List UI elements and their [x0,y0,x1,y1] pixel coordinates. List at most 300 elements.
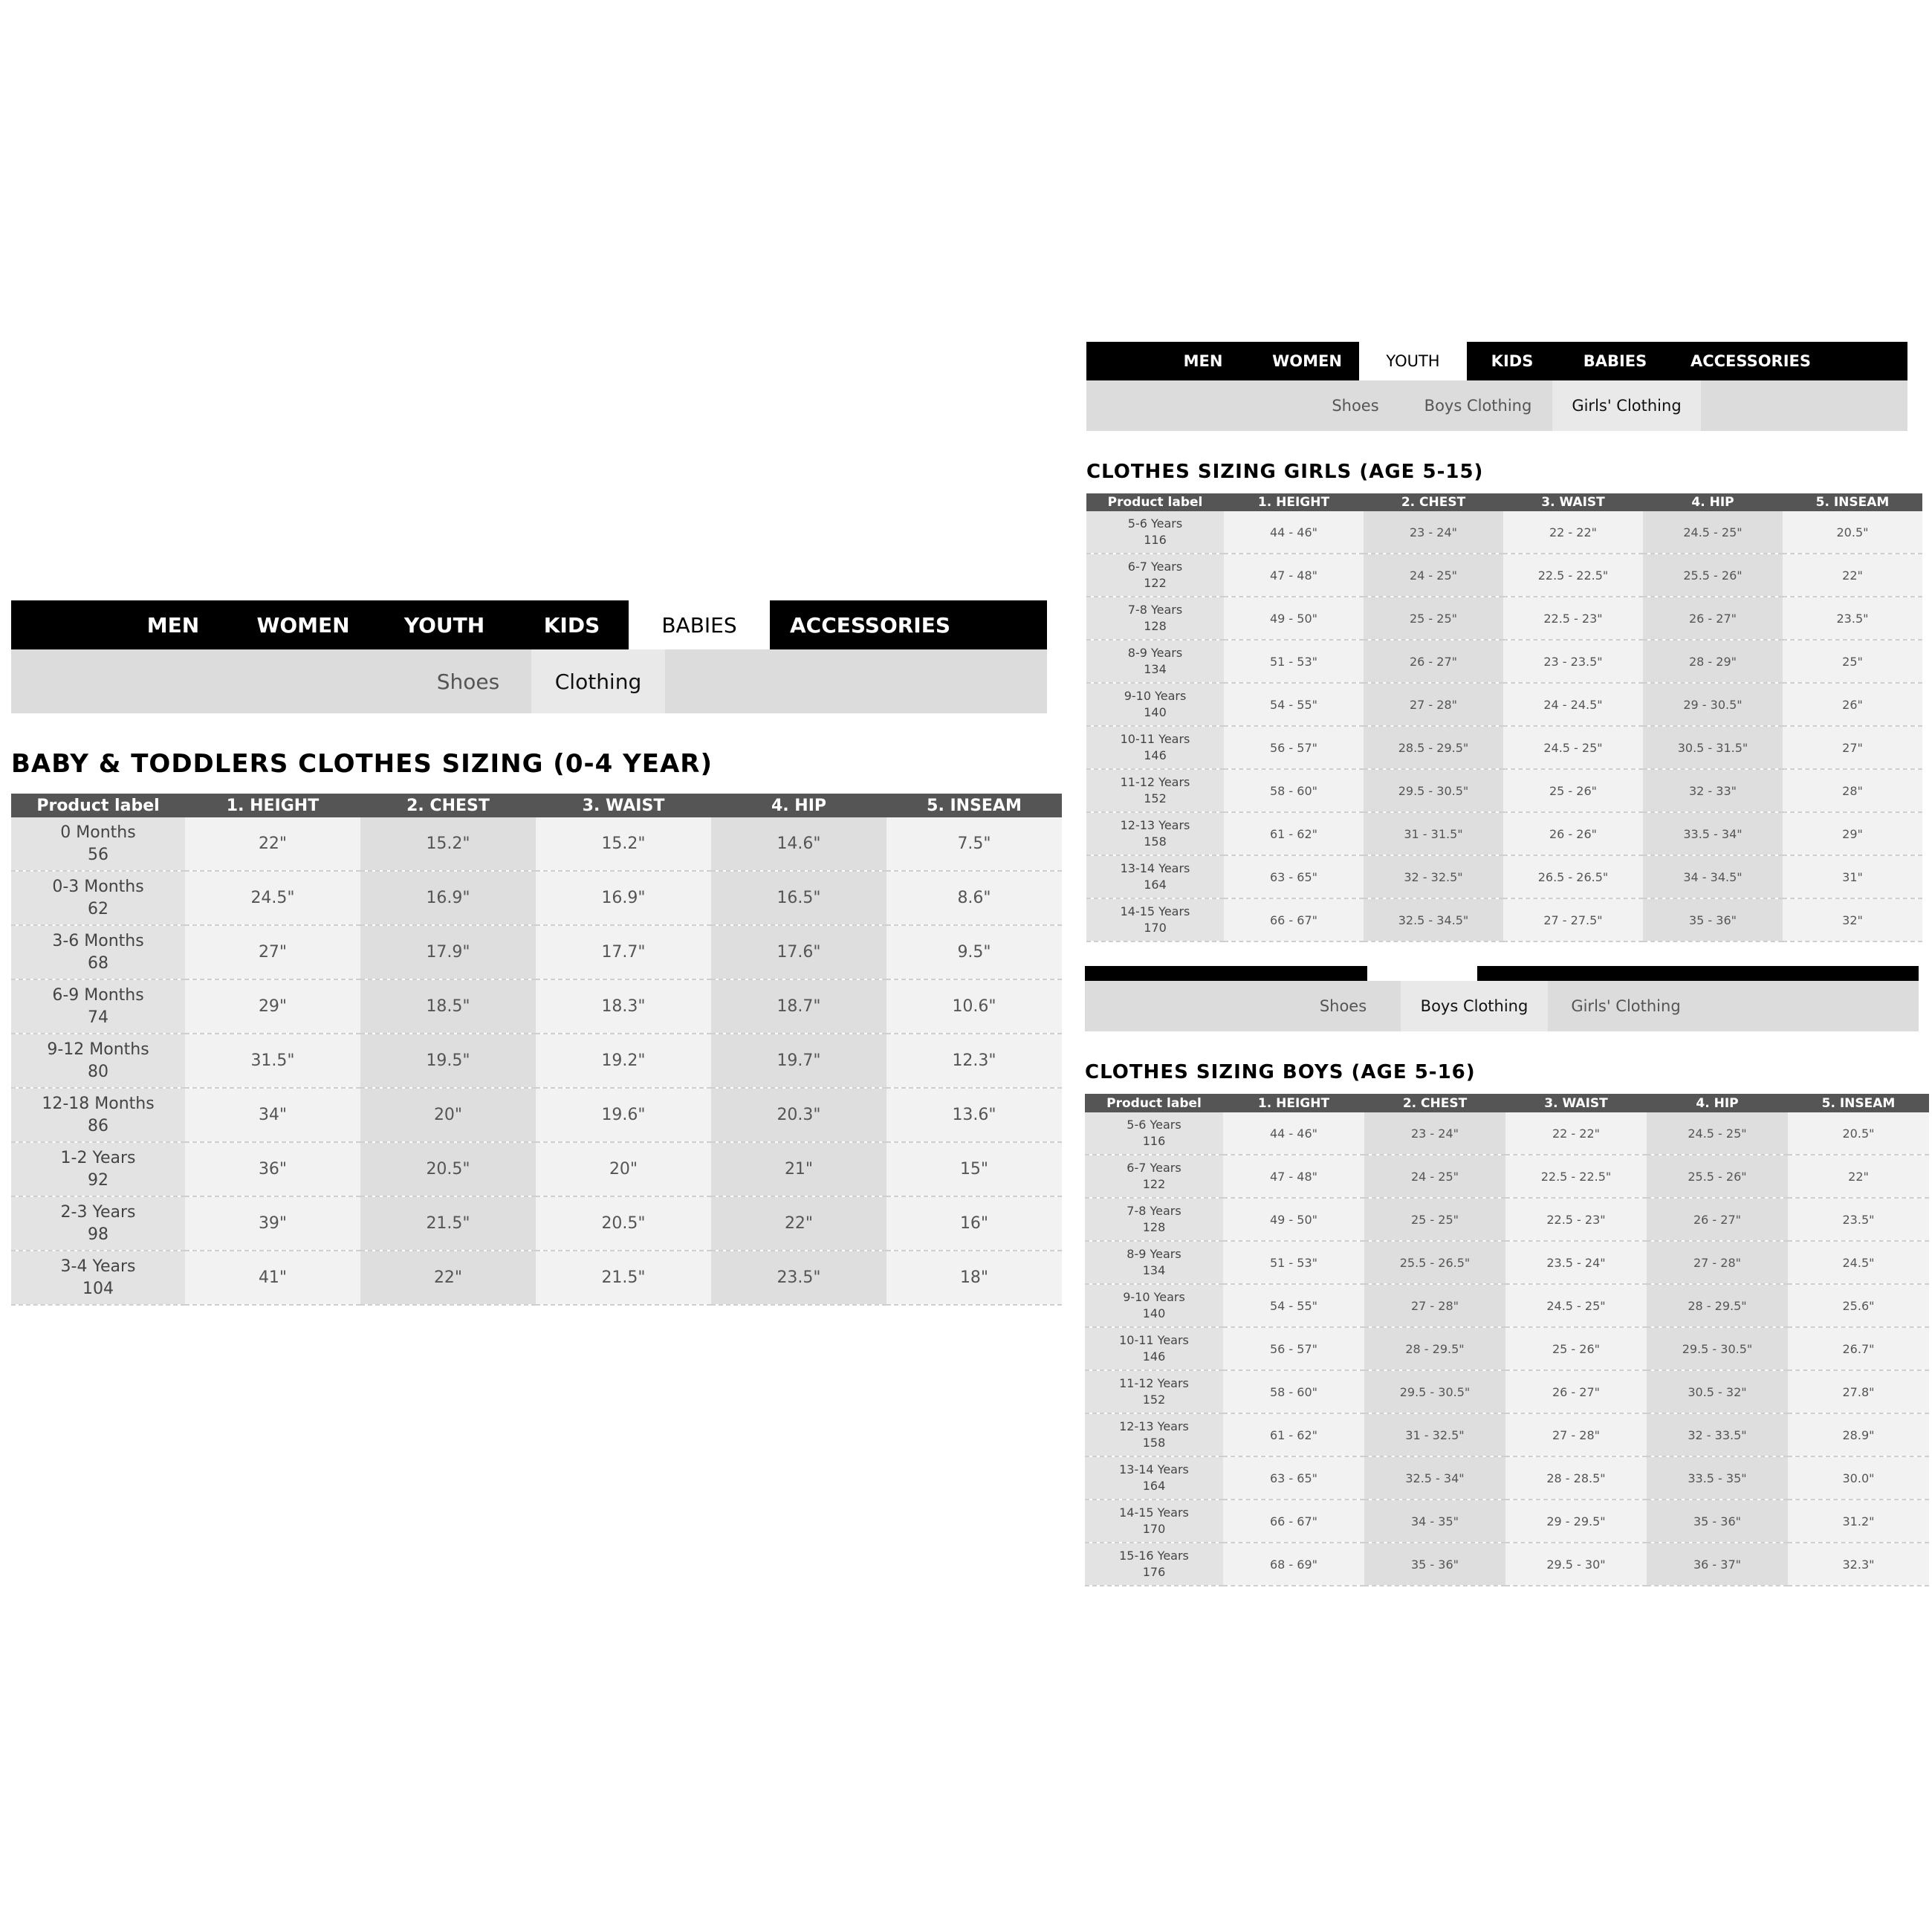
row-label-cell [1085,1327,1223,1370]
column-header-waist: 3. WAIST [1505,1094,1647,1112]
age-label: 7-8 Years [1127,1204,1181,1219]
row-label-cell [11,1251,185,1305]
table-row [1086,726,1922,769]
table-row [1086,511,1922,554]
measurement-cell: 35 - 36" [1364,1543,1505,1586]
size-label: 122 [1144,576,1167,590]
table-row [1086,855,1922,898]
measurement-cell: 24 - 25" [1364,554,1503,597]
nav-tab-women[interactable]: WOMEN [1272,352,1342,370]
row-label-cell [1085,1370,1223,1413]
measurement-cell: 26 - 27" [1643,597,1783,640]
measurement-cell: 17.7" [536,925,711,979]
measurement-cell: 22" [185,817,360,871]
size-table [11,794,1062,1306]
measurement-cell: 26" [1783,683,1922,726]
table-row [11,1088,1062,1142]
table-row [1086,554,1922,597]
table-row [1086,898,1922,941]
column-header-height: 1. HEIGHT [185,794,360,817]
measurement-cell: 33.5 - 34" [1643,812,1783,855]
measurement-cell: 31.5" [185,1034,360,1088]
measurement-cell: 13.6" [886,1088,1062,1142]
measurement-cell: 22.5 - 22.5" [1505,1155,1647,1198]
measurement-cell: 28" [1783,769,1922,812]
size-table [1086,493,1922,942]
subnav-tab-boys-clothing[interactable]: Boys Clothing [1424,397,1532,415]
subnav-tab-boys-clothing[interactable]: Boys Clothing [1401,981,1548,1031]
measurement-cell: 35 - 36" [1643,898,1783,941]
measurement-cell: 41" [185,1251,360,1305]
measurement-cell: 24.5 - 25" [1643,511,1783,554]
measurement-cell: 22.5 - 23" [1505,1198,1647,1241]
measurement-cell: 16.9" [536,871,711,925]
category-nav [1086,342,1907,380]
measurement-cell: 33.5 - 35" [1647,1456,1788,1500]
measurement-cell: 34 - 35" [1364,1500,1505,1543]
subnav-tab-shoes[interactable]: Shoes [436,669,500,694]
section-title: BABY & TODDLERS CLOTHES SIZING (0-4 YEAR) [11,749,713,779]
age-label: 13-14 Years [1120,861,1190,876]
measurement-cell: 54 - 55" [1224,683,1364,726]
nav-tab-kids[interactable]: KIDS [543,612,600,638]
size-label: 86 [88,1116,108,1135]
age-label: 11-12 Years [1120,775,1190,790]
nav-tab-men[interactable]: MEN [146,612,200,638]
row-label-cell [1085,1198,1223,1241]
row-label-cell [1085,1284,1223,1327]
measurement-cell: 20" [360,1088,536,1142]
measurement-cell: 25 - 26" [1505,1327,1647,1370]
column-header-chest: 2. CHEST [1364,1094,1505,1112]
measurement-cell: 28 - 28.5" [1505,1456,1647,1500]
measurement-cell: 25.5 - 26" [1647,1155,1788,1198]
measurement-cell: 31" [1783,855,1922,898]
section-title: CLOTHES SIZING GIRLS (AGE 5-15) [1086,461,1484,483]
subnav-tab-girls-clothing[interactable]: Girls' Clothing [1571,997,1681,1015]
nav-tab-women[interactable]: WOMEN [256,612,350,638]
measurement-cell: 19.7" [711,1034,886,1088]
row-label-cell [1086,769,1224,812]
baby-size-panel [11,600,1062,1306]
measurement-cell: 34 - 34.5" [1643,855,1783,898]
table-row [1085,1500,1929,1543]
age-label: 14-15 Years [1119,1505,1189,1520]
sub-nav [11,649,1047,713]
measurement-cell: 47 - 48" [1223,1155,1364,1198]
measurement-cell: 20.5" [1783,511,1922,554]
table-row [11,871,1062,925]
measurement-cell: 16.9" [360,871,536,925]
column-header-product-label: Product label [1085,1094,1223,1112]
size-label: 62 [88,899,108,918]
measurement-cell: 28 - 29.5" [1647,1284,1788,1327]
measurement-cell: 23.5" [711,1251,886,1305]
measurement-cell: 68 - 69" [1223,1543,1364,1586]
table-row [1085,1284,1929,1327]
table-row [1085,1198,1929,1241]
size-label: 146 [1142,1349,1166,1364]
size-label: 140 [1144,705,1167,719]
measurement-cell: 36" [185,1142,360,1196]
age-label: 9-12 Months [47,1040,149,1059]
measurement-cell: 24.5 - 25" [1505,1284,1647,1327]
category-nav [11,600,1047,649]
column-header-chest: 2. CHEST [1364,493,1503,511]
table-row [11,1142,1062,1196]
girls-size-panel [1086,342,1922,942]
age-label: 11-12 Years [1119,1376,1189,1391]
measurement-cell: 22" [711,1196,886,1251]
measurement-cell: 30.0" [1788,1456,1929,1500]
measurement-cell: 26 - 26" [1503,812,1643,855]
measurement-cell: 12.3" [886,1034,1062,1088]
measurement-cell: 24 - 25" [1364,1155,1505,1198]
sub-nav [1085,981,1919,1031]
age-label: 8-9 Years [1127,1247,1181,1262]
size-label: 68 [88,953,108,973]
measurement-cell: 32.3" [1788,1543,1929,1586]
measurement-cell: 23 - 23.5" [1503,640,1643,683]
measurement-cell: 21.5" [360,1196,536,1251]
measurement-cell: 23.5" [1788,1198,1929,1241]
row-label-cell [11,925,185,979]
column-header-inseam: 5. INSEAM [1788,1094,1929,1112]
measurement-cell: 26.7" [1788,1327,1929,1370]
measurement-cell: 22 - 22" [1503,511,1643,554]
row-label-cell [1086,554,1224,597]
category-nav [1085,966,1919,981]
table-header-row [11,794,1062,817]
row-label-cell [1085,1456,1223,1500]
measurement-cell: 19.2" [536,1034,711,1088]
measurement-cell: 32" [1783,898,1922,941]
table-row [11,1251,1062,1305]
measurement-cell: 20.3" [711,1088,886,1142]
measurement-cell: 21" [711,1142,886,1196]
size-label: 146 [1144,748,1167,762]
measurement-cell: 61 - 62" [1224,812,1364,855]
column-header-product-label: Product label [11,794,185,817]
measurement-cell: 24.5" [185,871,360,925]
row-label-cell [1086,898,1224,941]
age-label: 6-7 Years [1127,1161,1181,1176]
measurement-cell: 22.5 - 22.5" [1503,554,1643,597]
age-label: 10-11 Years [1120,732,1190,747]
measurement-cell: 27 - 28" [1505,1413,1647,1456]
nav-tab-kids[interactable]: KIDS [1491,352,1534,370]
table-row [1085,1370,1929,1413]
size-label: 164 [1142,1479,1166,1493]
subnav-tab-clothing[interactable]: Clothing [531,649,665,713]
column-header-hip: 4. HIP [1643,493,1783,511]
size-label: 134 [1142,1263,1166,1277]
size-label: 134 [1144,662,1167,676]
measurement-cell: 29.5 - 30" [1505,1543,1647,1586]
measurement-cell: 51 - 53" [1224,640,1364,683]
column-header-chest: 2. CHEST [360,794,536,817]
subnav-tab-shoes[interactable]: Shoes [1319,997,1367,1015]
measurement-cell: 22.5 - 23" [1503,597,1643,640]
measurement-cell: 28 - 29.5" [1364,1327,1505,1370]
measurement-cell: 19.5" [360,1034,536,1088]
measurement-cell: 25 - 26" [1503,769,1643,812]
size-label: 116 [1142,1134,1166,1148]
table-row [1085,1241,1929,1284]
measurement-cell: 36 - 37" [1647,1543,1788,1586]
measurement-cell: 61 - 62" [1223,1413,1364,1456]
measurement-cell: 25.5 - 26.5" [1364,1241,1505,1284]
measurement-cell: 16.5" [711,871,886,925]
size-label: 158 [1144,834,1167,849]
measurement-cell: 44 - 46" [1223,1112,1364,1155]
age-label: 8-9 Years [1127,646,1183,661]
table-row [1086,640,1922,683]
row-label-cell [1086,597,1224,640]
measurement-cell: 31 - 32.5" [1364,1413,1505,1456]
column-header-product-label: Product label [1086,493,1224,511]
measurement-cell: 66 - 67" [1223,1500,1364,1543]
size-label: 152 [1144,791,1167,805]
row-label-cell [1085,1241,1223,1284]
column-header-inseam: 5. INSEAM [1783,493,1922,511]
size-label: 170 [1144,921,1167,935]
measurement-cell: 24.5 - 25" [1503,726,1643,769]
measurement-cell: 39" [185,1196,360,1251]
age-label: 13-14 Years [1119,1462,1189,1477]
measurement-cell: 29" [185,979,360,1034]
age-label: 2-3 Years [60,1202,136,1222]
measurement-cell: 28 - 29" [1643,640,1783,683]
row-label-cell [1085,1413,1223,1456]
nav-tab-babies[interactable]: BABIES [1583,352,1647,370]
row-label-cell [11,1196,185,1251]
age-label: 14-15 Years [1120,904,1190,919]
age-label: 1-2 Years [60,1148,136,1167]
measurement-cell: 58 - 60" [1223,1370,1364,1413]
nav-tab-babies[interactable]: BABIES [629,600,770,649]
column-header-waist: 3. WAIST [1503,493,1643,511]
table-row [1085,1327,1929,1370]
measurement-cell: 23 - 24" [1364,1112,1505,1155]
measurement-cell: 25 - 25" [1364,597,1503,640]
row-label-cell [11,1034,185,1088]
measurement-cell: 32.5 - 34.5" [1364,898,1503,941]
row-label-cell [11,1088,185,1142]
column-header-hip: 4. HIP [711,794,886,817]
measurement-cell: 18" [886,1251,1062,1305]
table-row [11,1196,1062,1251]
table-row [11,817,1062,871]
row-label-cell [1086,726,1224,769]
measurement-cell: 51 - 53" [1223,1241,1364,1284]
subnav-tab-girls-clothing[interactable]: Girls' Clothing [1552,380,1701,431]
table-header-row [1085,1094,1929,1112]
table-header-row [1086,493,1922,511]
age-label: 5-6 Years [1127,516,1183,531]
age-label: 12-18 Months [42,1094,155,1113]
measurement-cell: 18.3" [536,979,711,1034]
age-label: 3-6 Months [52,931,144,950]
measurement-cell: 27 - 27.5" [1503,898,1643,941]
measurement-cell: 27 - 28" [1364,1284,1505,1327]
measurement-cell: 23.5" [1783,597,1922,640]
measurement-cell: 20" [536,1142,711,1196]
measurement-cell: 29.5 - 30.5" [1364,769,1503,812]
size-label: 176 [1142,1565,1166,1579]
measurement-cell: 34" [185,1088,360,1142]
measurement-cell: 63 - 65" [1224,855,1364,898]
row-label-cell [1085,1543,1223,1586]
age-label: 0 Months [60,823,136,842]
row-label-cell [1086,812,1224,855]
age-label: 3-4 Years [60,1257,136,1276]
measurement-cell: 32 - 33.5" [1647,1413,1788,1456]
row-label-cell [1086,683,1224,726]
nav-tab-youth[interactable]: YOUTH [403,612,485,638]
age-label: 0-3 Months [52,877,144,896]
size-label: 164 [1144,878,1167,892]
measurement-cell: 20.5" [536,1196,711,1251]
measurement-cell: 18.7" [711,979,886,1034]
measurement-cell: 29.5 - 30.5" [1647,1327,1788,1370]
size-label: 152 [1142,1393,1166,1407]
measurement-cell: 20.5" [360,1142,536,1196]
measurement-cell: 26 - 27" [1505,1370,1647,1413]
measurement-cell: 10.6" [886,979,1062,1034]
measurement-cell: 27" [185,925,360,979]
measurement-cell: 23.5 - 24" [1505,1241,1647,1284]
size-label: 104 [82,1279,114,1298]
measurement-cell: 24 - 24.5" [1503,683,1643,726]
measurement-cell: 20.5" [1788,1112,1929,1155]
measurement-cell: 25.5 - 26" [1643,554,1783,597]
measurement-cell: 17.9" [360,925,536,979]
measurement-cell: 22 - 22" [1505,1112,1647,1155]
nav-bar-active-segment [1367,966,1477,981]
measurement-cell: 8.6" [886,871,1062,925]
measurement-cell: 30.5 - 32" [1647,1370,1788,1413]
measurement-cell: 32.5 - 34" [1364,1456,1505,1500]
table-row [1086,769,1922,812]
age-label: 10-11 Years [1119,1333,1189,1348]
age-label: 6-7 Years [1127,560,1183,574]
row-label-cell [1086,855,1224,898]
size-label: 128 [1142,1220,1166,1234]
size-label: 56 [88,845,108,864]
table-row [1085,1155,1929,1198]
nav-bar-segment [1085,966,1367,981]
size-label: 140 [1142,1306,1166,1320]
nav-tab-youth[interactable]: YOUTH [1359,342,1467,380]
measurement-cell: 25 - 25" [1364,1198,1505,1241]
age-label: 9-10 Years [1124,689,1187,704]
table-row [11,979,1062,1034]
nav-tab-men[interactable]: MEN [1183,352,1223,370]
measurement-cell: 29 - 30.5" [1643,683,1783,726]
measurement-cell: 28.9" [1788,1413,1929,1456]
row-label-cell [1085,1500,1223,1543]
boys-size-panel [1085,966,1932,1586]
measurement-cell: 16" [886,1196,1062,1251]
age-label: 5-6 Years [1127,1118,1181,1132]
measurement-cell: 54 - 55" [1223,1284,1364,1327]
measurement-cell: 19.6" [536,1088,711,1142]
subnav-tab-shoes[interactable]: Shoes [1332,397,1379,415]
table-row [1085,1413,1929,1456]
measurement-cell: 9.5" [886,925,1062,979]
row-label-cell [1085,1155,1223,1198]
size-label: 158 [1142,1436,1166,1450]
size-label: 170 [1142,1522,1166,1536]
measurement-cell: 25" [1783,640,1922,683]
measurement-cell: 66 - 67" [1224,898,1364,941]
measurement-cell: 26.5 - 26.5" [1503,855,1643,898]
table-row [11,1034,1062,1088]
measurement-cell: 29.5 - 30.5" [1364,1370,1505,1413]
table-row [1085,1456,1929,1500]
row-label-cell [1086,511,1224,554]
measurement-cell: 23 - 24" [1364,511,1503,554]
nav-tab-accessories[interactable]: ACCESSORIES [1690,352,1812,370]
nav-tab-accessories[interactable]: ACCESSORIES [789,612,951,638]
row-label-cell [1086,640,1224,683]
age-label: 6-9 Months [52,985,144,1005]
column-header-height: 1. HEIGHT [1224,493,1364,511]
measurement-cell: 28.5 - 29.5" [1364,726,1503,769]
measurement-cell: 24.5" [1788,1241,1929,1284]
age-label: 15-16 Years [1119,1549,1189,1563]
measurement-cell: 32 - 32.5" [1364,855,1503,898]
size-label: 98 [88,1225,108,1244]
size-label: 128 [1144,619,1167,633]
section-title: CLOTHES SIZING BOYS (AGE 5-16) [1085,1061,1476,1083]
measurement-cell: 15.2" [360,817,536,871]
row-label-cell [11,817,185,871]
measurement-cell: 22" [1783,554,1922,597]
measurement-cell: 27 - 28" [1647,1241,1788,1284]
size-label: 74 [88,1008,108,1027]
row-label-cell [11,871,185,925]
row-label-cell [1085,1112,1223,1155]
measurement-cell: 15.2" [536,817,711,871]
size-label: 80 [88,1062,108,1081]
measurement-cell: 56 - 57" [1223,1327,1364,1370]
measurement-cell: 56 - 57" [1224,726,1364,769]
measurement-cell: 35 - 36" [1647,1500,1788,1543]
size-label: 116 [1144,533,1167,547]
measurement-cell: 29 - 29.5" [1505,1500,1647,1543]
nav-bar-segment [1477,966,1919,981]
measurement-cell: 26 - 27" [1364,640,1503,683]
measurement-cell: 22" [1788,1155,1929,1198]
size-table [1085,1094,1929,1586]
sub-nav [1086,380,1907,431]
column-header-inseam: 5. INSEAM [886,794,1062,817]
measurement-cell: 24.5 - 25" [1647,1112,1788,1155]
measurement-cell: 29" [1783,812,1922,855]
age-label: 9-10 Years [1123,1290,1185,1305]
measurement-cell: 44 - 46" [1224,511,1364,554]
table-row [1085,1543,1929,1586]
measurement-cell: 63 - 65" [1223,1456,1364,1500]
measurement-cell: 31 - 31.5" [1364,812,1503,855]
measurement-cell: 27" [1783,726,1922,769]
measurement-cell: 25.6" [1788,1284,1929,1327]
table-row [11,925,1062,979]
measurement-cell: 26 - 27" [1647,1198,1788,1241]
measurement-cell: 49 - 50" [1224,597,1364,640]
